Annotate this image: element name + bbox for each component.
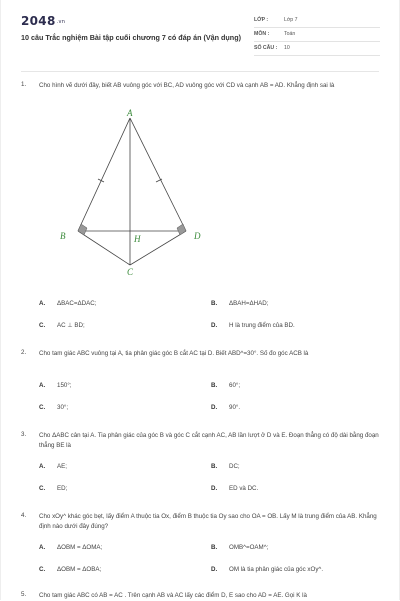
question-number: 5.: [21, 591, 27, 598]
question-3-option-c[interactable]: C. ED;: [39, 485, 68, 492]
point-label-H: H: [134, 234, 141, 244]
geometry-figure: [56, 108, 216, 278]
question-text: Cho ΔABC cân tại A. Tia phân giác của góc B và góc C cắt cạnh AC, AB lần lượt ở D và E. Đoạn thẳng có độ dài bằng đoạn thẳng BE là: [39, 432, 379, 449]
question-1-option-d[interactable]: D. H là trung điểm của BD.: [211, 322, 295, 329]
question-number: 3.: [21, 431, 27, 438]
question-4-option-a[interactable]: A. ΔOBM = ΔOMA;: [39, 544, 103, 551]
meta-label: SỐ CÂU :: [254, 45, 278, 51]
question-1-option-b[interactable]: B. ΔBAH=ΔHAD;: [211, 300, 269, 307]
meta-label: LỚP :: [254, 17, 269, 23]
question-3-option-d[interactable]: D. ED và DC.: [211, 485, 259, 492]
question-text: Cho tam giác ABC có AB = AC . Trên cạnh AB và AC lấy các điểm D, E sao cho AD = AE. Gọi K là: [39, 592, 307, 599]
meta-value: Lớp 7: [284, 17, 298, 23]
right-angle-D: [177, 224, 186, 235]
question-text: Cho hình vẽ dưới đây, biết AB vuông góc với BC, AD vuông góc với CD và cạnh AB = AD. Khẳng định sai là: [39, 82, 335, 89]
question-number: 1.: [21, 81, 27, 88]
question-2-option-b[interactable]: B. 60°;: [211, 382, 241, 389]
question-4-option-c[interactable]: C. ΔOBM = ΔOBA;: [39, 566, 102, 573]
question-2-option-c[interactable]: C. 30°;: [39, 404, 69, 411]
question-1-option-c[interactable]: C. AC ⊥ BD;: [39, 322, 85, 329]
point-label-D: D: [194, 231, 201, 241]
question-2-option-a[interactable]: A. 150°;: [39, 382, 72, 389]
question-2-option-d[interactable]: D. 90°.: [211, 404, 241, 411]
kite-diagram: [56, 108, 216, 278]
header-divider: [21, 71, 379, 72]
question-3-option-a[interactable]: A. AE;: [39, 463, 67, 470]
meta-value: Toán: [284, 31, 296, 37]
segment-BC: [78, 231, 130, 265]
question-number: 4.: [21, 512, 27, 519]
question-3-option-b[interactable]: B. DC;: [211, 463, 240, 470]
meta-subject: [254, 29, 380, 42]
point-label-B: B: [60, 231, 66, 241]
question-number: 2.: [21, 349, 27, 356]
right-angle-B: [78, 224, 87, 235]
question-text: Cho tam giác ABC vuông tại A, tia phân giác góc B cắt AC tại D. Biết ABD^=30°. Số đo góc ACB là: [39, 350, 309, 357]
question-text: Cho xOy^ khác góc bẹt, lấy điểm A thuộc tia Ox, điểm B thuộc tia Oy sao cho OA = OB. Lấy M là trung điểm của AB. Khẳng định nào dưới đây đúng?: [39, 513, 377, 530]
segment-AD: [130, 118, 186, 231]
meta-value: 10: [284, 45, 290, 51]
point-label-C: C: [127, 267, 134, 277]
segment-AB: [78, 118, 130, 231]
site-logo[interactable]: 2048.vn: [21, 14, 66, 28]
meta-question-count: [254, 43, 380, 56]
question-4-option-d[interactable]: D. OM là tia phân giác của góc xOy^.: [211, 566, 324, 573]
question-4-option-b[interactable]: B. OMB^=OAM^;: [211, 544, 269, 551]
meta-label: MÔN :: [254, 31, 270, 37]
document-title: 10 câu Trắc nghiệm Bài tập cuối chương 7 có đáp án (Vận dụng): [21, 33, 241, 42]
question-1-option-a[interactable]: A. ΔBAC=ΔDAC;: [39, 300, 97, 307]
meta-grade: [254, 15, 380, 28]
point-label-A: A: [127, 108, 133, 118]
